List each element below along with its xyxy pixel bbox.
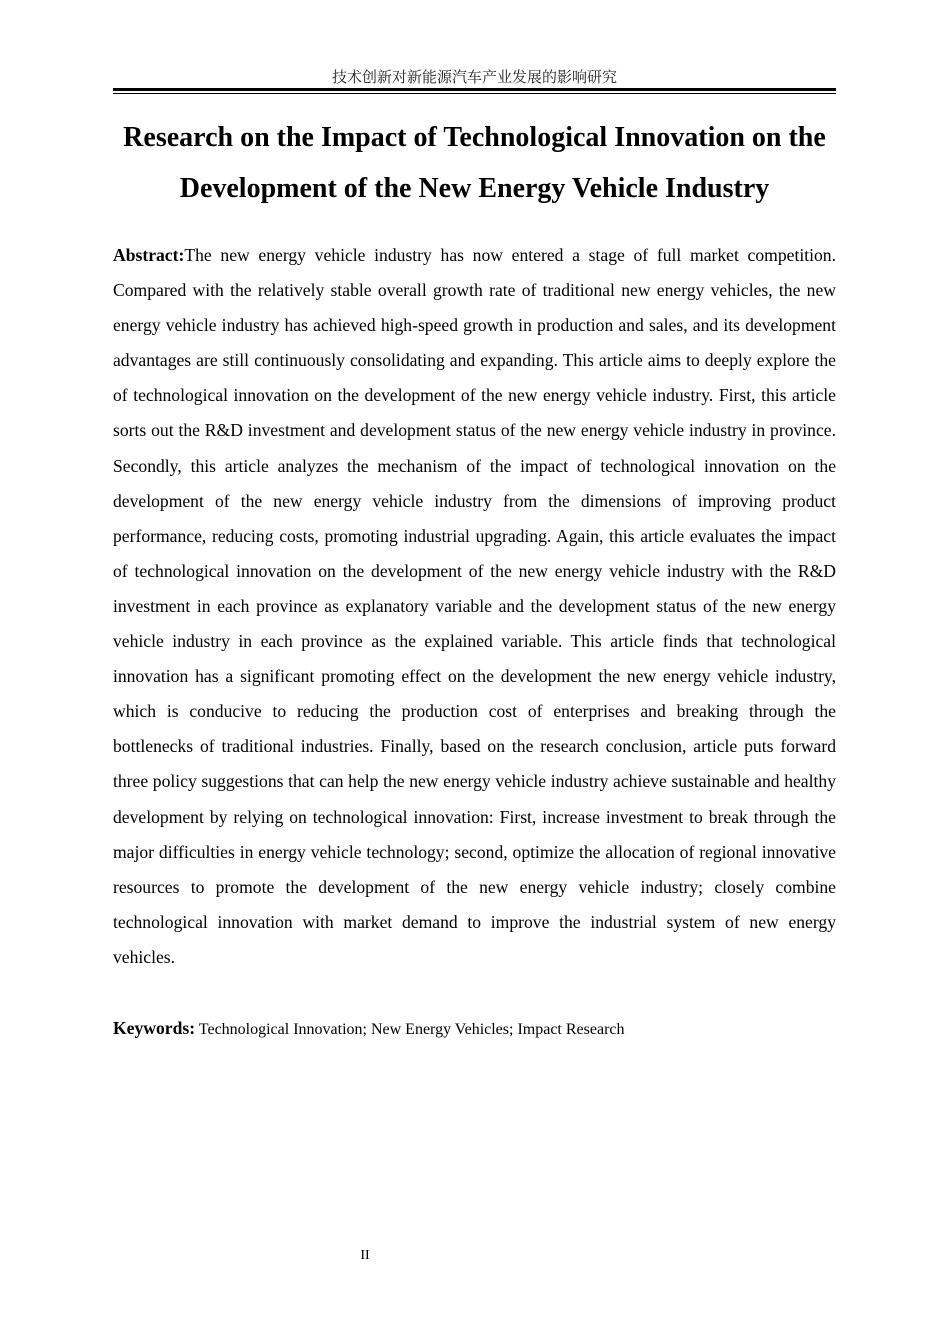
keywords-paragraph [113,1014,836,1044]
abstract-text: The new energy vehicle industry has now entered a stage of full market competition. Compared with the relatively stable overall growth rate of traditional new energy vehicles, the new energy vehicle industry has achieved high-speed growth in production and sales, and its development advantages are still continuously consolidating and expanding. This article aims to deeply explore the of technological innovation on the development of the new energy vehicle industry. First, this article sorts out the R&D investment and development status of the new energy vehicle industry in province. Secondly, this article analyzes the mechanism of the impact of technological innovation on the development of the new energy vehicle industry from the dimensions of improving product performance, reducing costs, promoting industrial upgrading. Again, this article evaluates the impact of technological innovation on the development of the new energy vehicle industry with the R&D investment in each province as explanatory variable and the development status of the new energy vehicle industry in each province as the explained variable. This article finds that technological innovation has a significant promoting effect on the development the new energy vehicle industry, which is conducive to reducing the production cost of enterprises and breaking through the bottlenecks of traditional industries. Finally, based on the research conclusion, article puts forward three policy suggestions that can help the new energy vehicle industry achieve sustainable and healthy development by relying on technological innovation: First, increase investment to break through the major difficulties in energy vehicle technology; second, optimize the allocation of regional innovative resources to promote the development of the new energy vehicle industry; closely combine technological innovation with market demand to improve the industrial system of new energy vehicles. [113,245,836,967]
keywords-text: Technological Innovation; New Energy Vehicles; Impact Research [195,1021,625,1038]
page-number: II [360,1248,370,1263]
abstract-paragraph [113,238,836,975]
header-rule-thick [113,88,836,91]
paper-title [108,112,841,214]
header-rule-thin [113,93,836,94]
keywords-label: Keywords: [113,1018,196,1038]
abstract-label: Abstract: [113,245,185,265]
running-header: 技术创新对新能源汽车产业发展的影响研究 [331,70,617,86]
paper-title-line-1: Research on the Impact of Technological Innovation on the [123,122,826,153]
paper-title-line-2: Development of the New Energy Vehicle Industry [179,173,770,204]
